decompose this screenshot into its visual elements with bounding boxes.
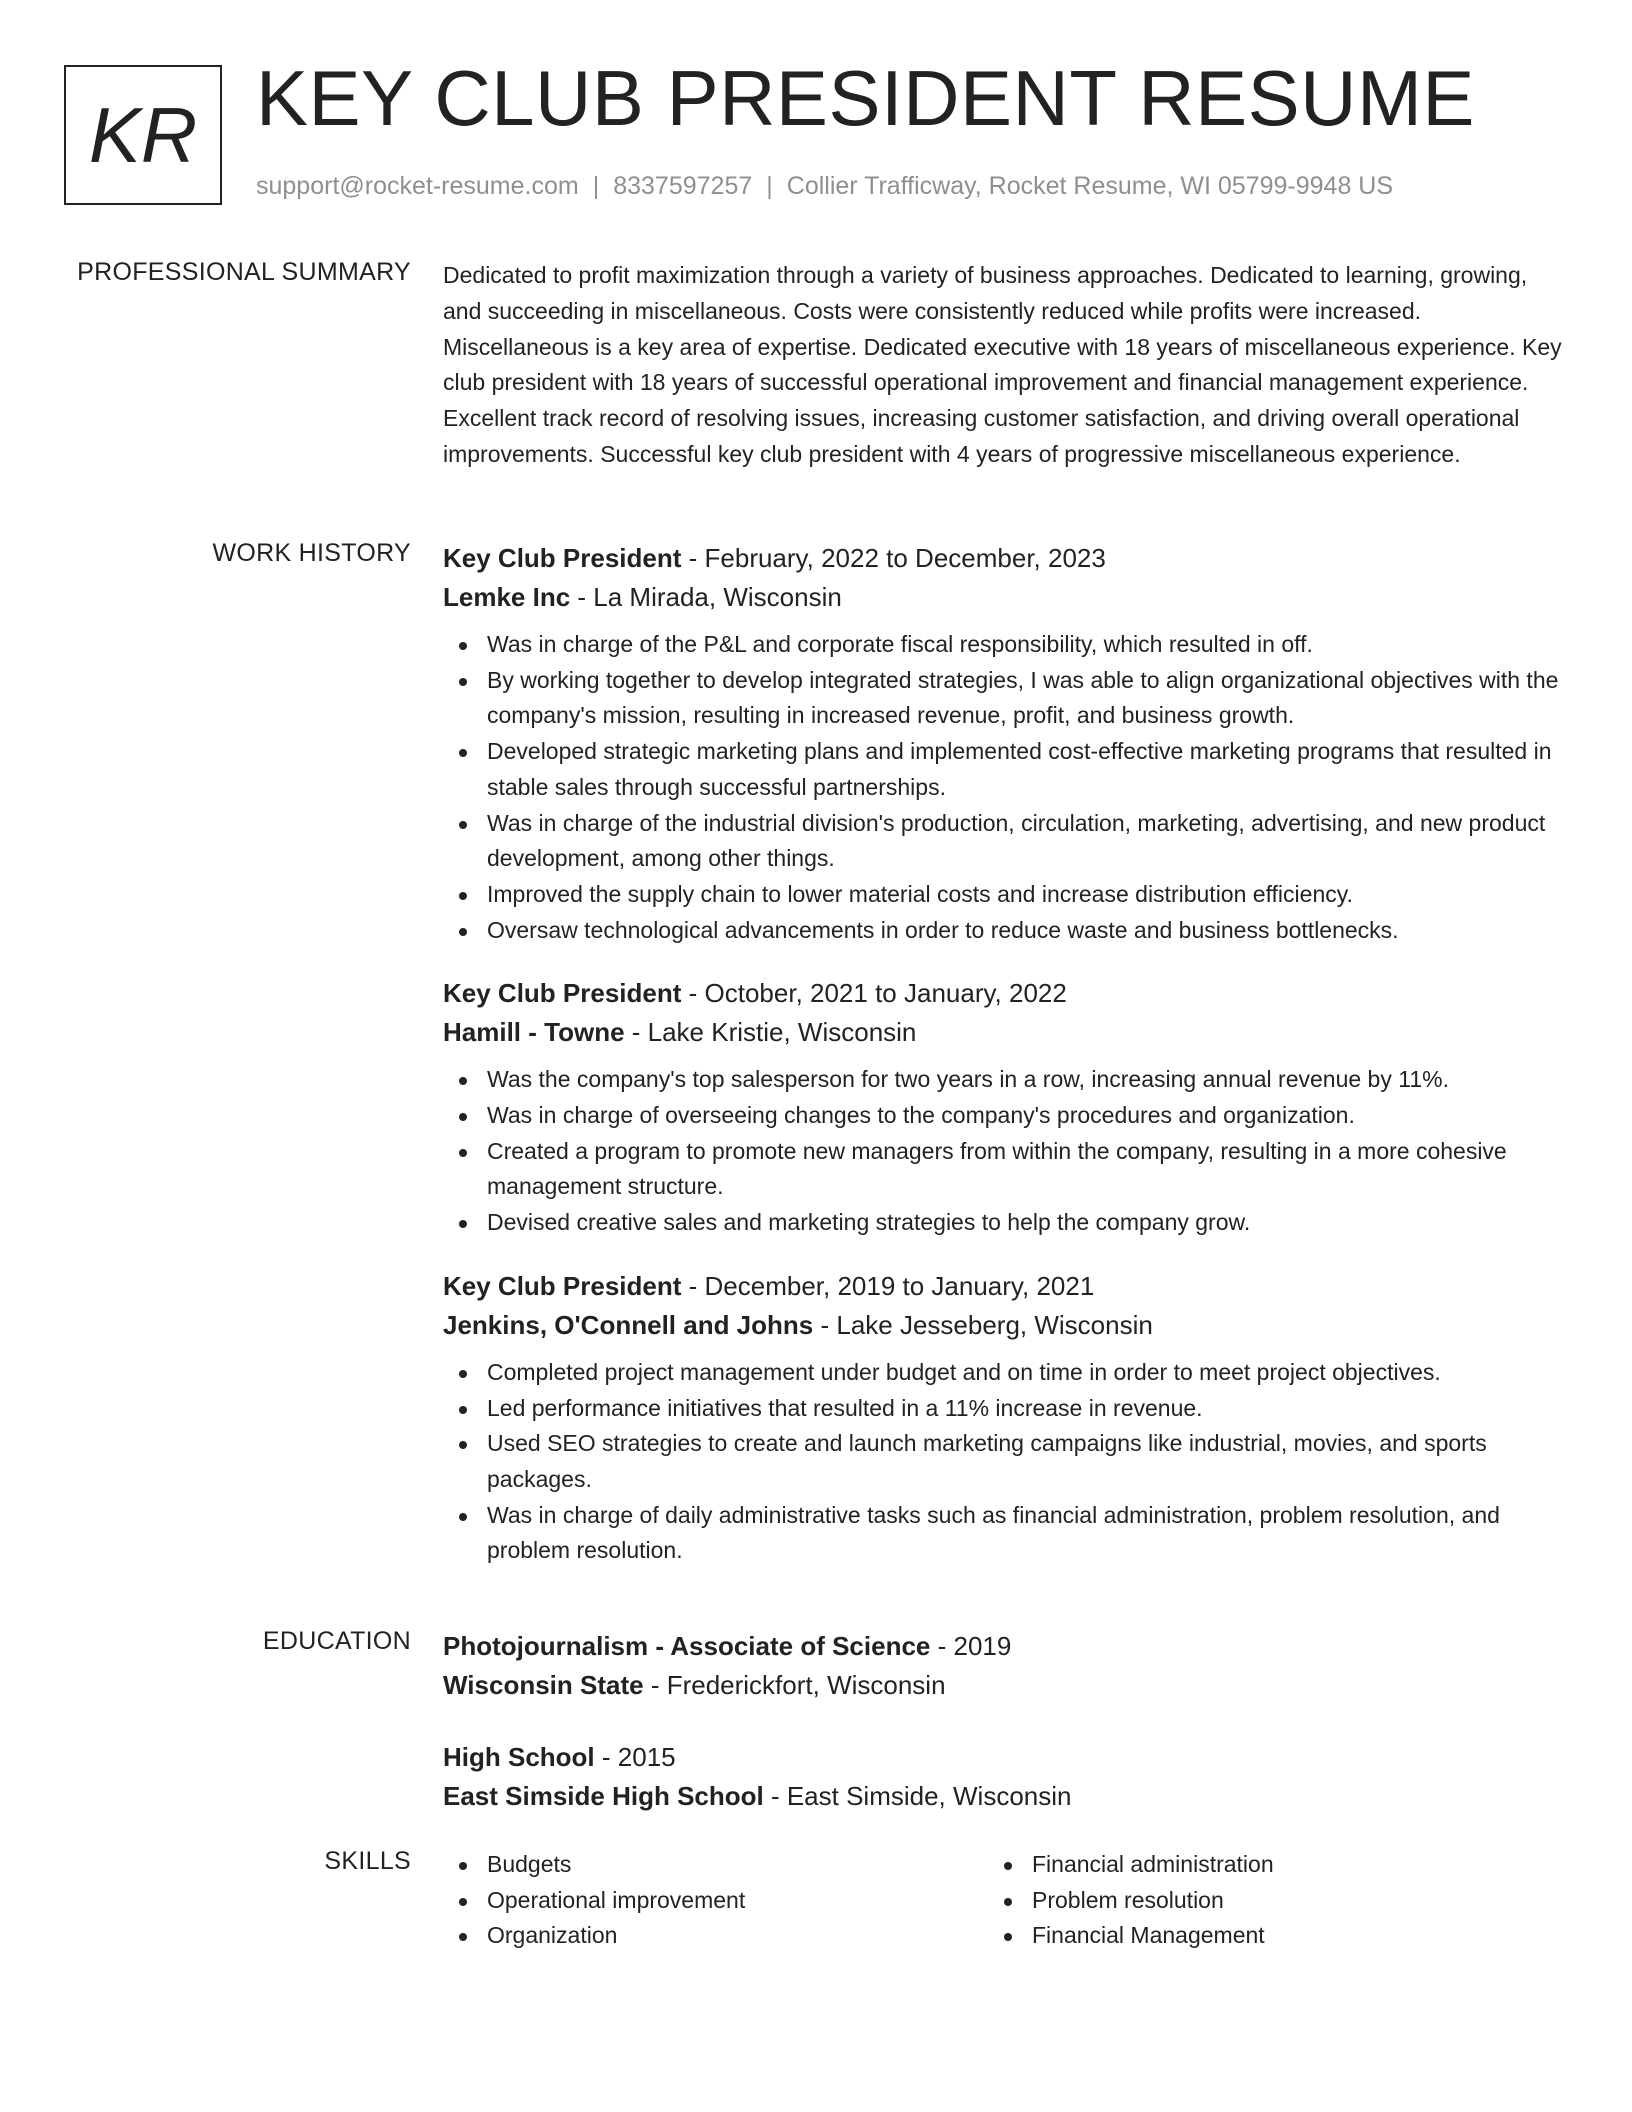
skill-item: Budgets xyxy=(443,1847,988,1883)
job-location: - Lake Kristie, Wisconsin xyxy=(624,1017,917,1048)
education-school: East Simside High School xyxy=(443,1781,764,1811)
summary-body xyxy=(443,258,1563,473)
contact-phone: 8337597257 xyxy=(613,172,753,200)
job-heading xyxy=(443,539,1563,578)
job-employer xyxy=(443,1013,1563,1052)
job-bullet: Developed strategic marketing plans and implemented cost-effective marketing programs that resulted in stable sales through successful partnerships. xyxy=(443,734,1563,805)
job-title: Key Club President xyxy=(443,978,682,1009)
job-entry xyxy=(443,1267,1563,1569)
job-employer xyxy=(443,1306,1563,1345)
education-school: Wisconsin State xyxy=(443,1670,644,1700)
job-bullet: Was the company's top salesperson for two years in a row, increasing annual revenue by 11%. xyxy=(443,1062,1563,1098)
education-school-line xyxy=(443,1666,1563,1705)
skills-column-left xyxy=(443,1847,988,1954)
job-bullet: Led performance initiatives that resulted in a 11% increase in revenue. xyxy=(443,1391,1563,1427)
contact-separator: | xyxy=(592,172,600,200)
education-school-line xyxy=(443,1777,1563,1816)
education-entry xyxy=(443,1738,1563,1816)
skills-column-right xyxy=(988,1847,1533,1954)
resume-title: KEY CLUB PRESIDENT RESUME xyxy=(256,54,1475,142)
job-bullet: Used SEO strategies to create and launch marketing campaigns like industrial, movies, and sports packages. xyxy=(443,1426,1563,1497)
job-bullets xyxy=(443,627,1563,948)
summary-text: Dedicated to profit maximization through a variety of business approaches. Dedicated to learning, growing, and succeeding in miscellaneous. Costs were consistently reduced while profits were increased. Miscellaneous is a key area of expertise. Dedicated executive with 18 years of miscellaneous experience. Key club president with 18 years of successful operational improvement and financial management experience. Excellent track record of resolving issues, increasing customer satisfaction, and driving overall operational improvements. Successful key club president with 4 years of progressive miscellaneous experience. xyxy=(443,262,1562,467)
job-bullets xyxy=(443,1062,1563,1241)
monogram-initials: KR xyxy=(88,90,198,179)
summary-label: PROFESSIONAL SUMMARY xyxy=(77,258,411,286)
education-location: - East Simside, Wisconsin xyxy=(763,1781,1072,1811)
job-entry xyxy=(443,974,1563,1241)
job-bullet: Improved the supply chain to lower material costs and increase distribution efficiency. xyxy=(443,877,1563,913)
job-bullets xyxy=(443,1355,1563,1569)
education-label: EDUCATION xyxy=(262,1627,411,1655)
job-heading xyxy=(443,974,1563,1013)
contact-line xyxy=(256,172,1393,201)
job-dates: - October, 2021 to January, 2022 xyxy=(681,978,1067,1009)
education-body xyxy=(443,1627,1563,1849)
job-bullet: Was in charge of daily administrative tasks such as financial administration, problem resolution, and problem resolution. xyxy=(443,1498,1563,1569)
skill-item: Organization xyxy=(443,1918,988,1954)
job-company: Lemke Inc xyxy=(443,582,571,612)
job-employer xyxy=(443,578,1563,617)
education-heading xyxy=(443,1627,1563,1666)
education-year: - 2019 xyxy=(930,1631,1012,1661)
job-bullet: Was in charge of overseeing changes to the company's procedures and organization. xyxy=(443,1098,1563,1134)
skills-label: SKILLS xyxy=(324,1847,411,1875)
education-entry xyxy=(443,1627,1563,1705)
job-dates: - December, 2019 to January, 2021 xyxy=(681,1270,1095,1301)
work-history-body xyxy=(443,539,1563,1595)
education-year: - 2015 xyxy=(594,1742,676,1772)
job-title: Key Club President xyxy=(443,543,682,573)
job-entry xyxy=(443,539,1563,948)
job-bullet: Completed project management under budget and on time in order to meet project objectives. xyxy=(443,1355,1563,1391)
job-bullet: Oversaw technological advancements in order to reduce waste and business bottlenecks. xyxy=(443,913,1563,949)
job-dates: - February, 2022 to December, 2023 xyxy=(681,543,1106,573)
education-degree: Photojournalism - Associate of Science xyxy=(443,1631,931,1661)
job-title: Key Club President xyxy=(443,1270,682,1301)
job-bullet: Created a program to promote new managers from within the company, resulting in a more cohesive management structure. xyxy=(443,1134,1563,1205)
education-heading xyxy=(443,1738,1563,1777)
work-history-label: WORK HISTORY xyxy=(212,539,411,567)
contact-separator: | xyxy=(766,172,773,200)
job-bullet: Was in charge of the P&L and corporate fiscal responsibility, which resulted in off. xyxy=(443,627,1563,663)
job-heading xyxy=(443,1267,1563,1306)
contact-address: Collier Trafficway, Rocket Resume, WI 05799-9948 US xyxy=(786,172,1394,200)
job-company: Jenkins, O'Connell and Johns xyxy=(443,1309,814,1340)
job-company: Hamill - Towne xyxy=(443,1017,625,1048)
contact-email: support@rocket-resume.com xyxy=(256,172,579,200)
education-location: - Frederickfort, Wisconsin xyxy=(643,1670,946,1700)
job-location: - Lake Jesseberg, Wisconsin xyxy=(813,1309,1153,1340)
job-location: - La Mirada, Wisconsin xyxy=(570,582,842,612)
skill-item: Problem resolution xyxy=(988,1883,1533,1919)
job-bullet: By working together to develop integrated strategies, I was able to align organizational objectives with the company's mission, resulting in increased revenue, profit, and business growth. xyxy=(443,663,1563,734)
job-bullet: Was in charge of the industrial division's production, circulation, marketing, advertising, and new product development, among other things. xyxy=(443,806,1563,877)
skill-item: Financial administration xyxy=(988,1847,1533,1883)
skill-item: Financial Management xyxy=(988,1918,1533,1954)
education-degree: High School xyxy=(443,1742,595,1772)
job-bullet: Devised creative sales and marketing strategies to help the company grow. xyxy=(443,1205,1563,1241)
skill-item: Operational improvement xyxy=(443,1883,988,1919)
monogram-box xyxy=(64,65,222,205)
skills-body xyxy=(443,1847,1563,1954)
